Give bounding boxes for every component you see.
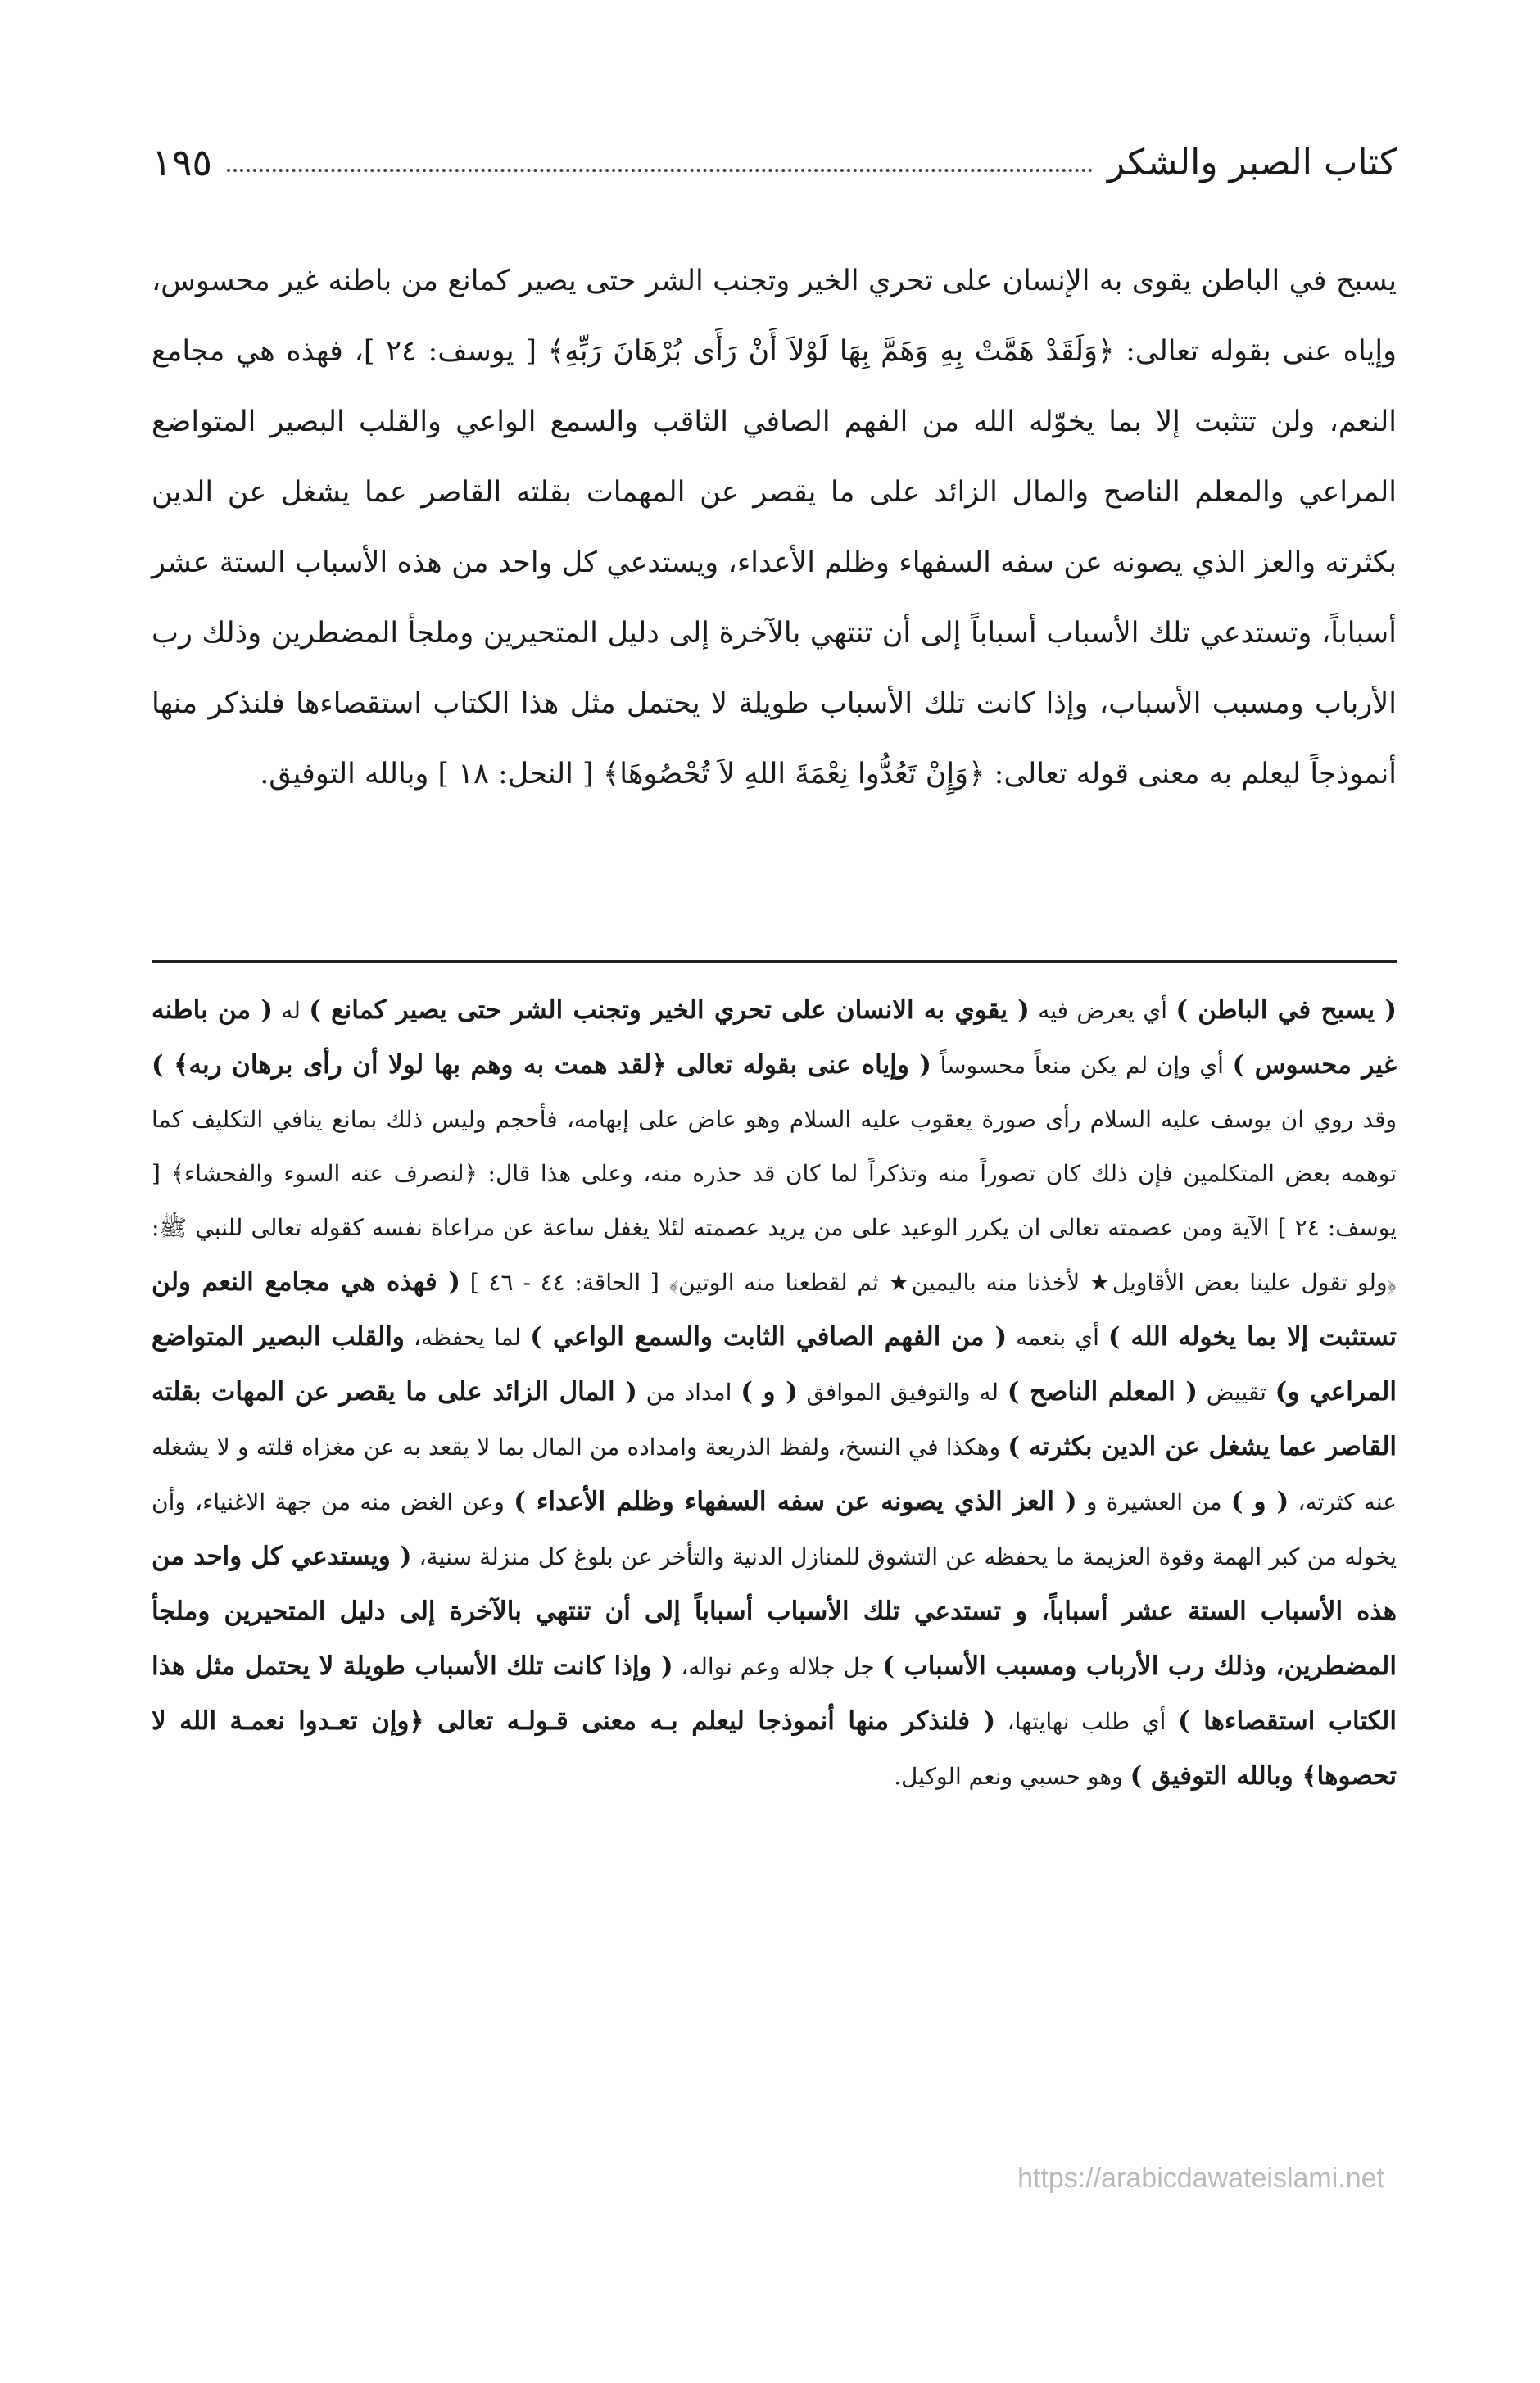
commentary-explanation: أي بنعمه (1007, 1324, 1108, 1351)
book-title: كتاب الصبر والشكر (1107, 141, 1397, 183)
commentary-explanation: لما يحفظه، (404, 1324, 531, 1351)
commentary-explanation: له والتوفيق الموافق (797, 1379, 1008, 1406)
commentary-quoted-phrase: ( يقوي به الانسان على تحري الخير وتجنب الشر حتى يصير كمانع ) (309, 995, 1030, 1025)
running-header (152, 129, 1397, 195)
footnote-separator-line (152, 960, 1397, 963)
commentary-explanation: وهو حسبي ونعم الوكيل. (894, 1763, 1130, 1790)
commentary-quoted-phrase: ( العز الذي يصونه عن سفه السفهاء وظلم الأعداء ) (514, 1487, 1077, 1516)
leader-dots (227, 169, 1093, 172)
commentary-quoted-phrase: ( و ) (741, 1377, 798, 1407)
commentary-explanation: امداد من (636, 1379, 741, 1406)
main-text (152, 246, 1397, 809)
commentary-quoted-phrase: ( ويستدعي كل واحد من هذه الأسباب الستة عشر أسباباً، و تستدعي تلك الأسباب أسباباً إلى أن تنتهي بالآخرة إلى دليل المتحيرين وملجأ المضطرين، وذلك رب الأرباب ومسبب الأسباب ) (152, 1542, 1397, 1681)
commentary-quoted-phrase: ( يسبح في الباطن ) (1175, 995, 1397, 1025)
commentary-quoted-phrase: والقلب البصير المتواضع المراعي و) (152, 1322, 1397, 1407)
commentary-quoted-phrase: ( من الفهم الصافي الثابت والسمع الواعي ) (530, 1322, 1008, 1352)
page-number: ١٩٥ (152, 140, 213, 184)
commentary-explanation: أي يعرض فيه (1029, 997, 1176, 1024)
commentary-quoted-phrase: ( من باطنه غير محسوس ) (152, 995, 1397, 1080)
commentary-explanation: وعن الغض منه من جهة الاغنياء، وأن يخوله من كبر الهمة وقوة العزيمة ما يحفظه عن التشوق للمنازل الدنية والتأخر عن بلوغ كل منزلة سنية، (152, 1488, 1397, 1570)
commentary-quoted-phrase: ( وإذا كانت تلك الأسباب طويلة لا يحتمل مثل هذا الكتاب استقصاءها ) (152, 1651, 1397, 1736)
commentary-quoted-phrase: ( المال الزائد على ما يقصر عن المهات بقلته القاصر عما يشغل عن الدين بكثرته ) (152, 1377, 1397, 1461)
commentary-quoted-phrase: ( وإياه عنى بقوله تعالى ﴿لقد همت به وهم بها لولا أن رأى برهان ربه﴾ ) (152, 1050, 931, 1080)
commentary-explanation: أي وإن لم يكن منعاً محسوساً (931, 1052, 1233, 1079)
commentary-explanation: له (273, 997, 310, 1024)
commentary (152, 983, 1397, 1804)
commentary-quoted-phrase: ( المعلم الناصح ) (1007, 1377, 1198, 1407)
commentary-paragraph (152, 983, 1397, 1804)
commentary-quoted-phrase: ( فلنذكر منها أنموذجا ليعلم بـه معنى قـولـه تعالى ﴿وإن تعـدوا نعمـة الله لا تحصوها﴾ وبالله التوفيق ) (152, 1706, 1397, 1791)
commentary-quoted-phrase: ( فهذه هي مجامع النعم ولن تستثبت إلا بما يخوله الله ) (152, 1267, 1397, 1352)
commentary-explanation: وقد روي ان يوسف عليه السلام رأى صورة يعقوب عليه السلام وهو عاض على إبهامه، فأحجم وليس ذلك بمانع ينافي التكليف كما توهمه بعض المتكلمين فإن ذلك كان تصوراً منه وتذكراً لما كان قد حذره منه، وعلى هذا قال: ﴿لنصرف عنه السوء والفحشاء﴾ [ يوسف: ٢٤ ] الآية ومن عصمته تعالى ان يكرر الوعيد على من يريد عصمته لئلا يغفل ساعة عن مراعاة نفسه كقوله تعالى للنبي ﷺ: ﴿ولو تقول علينا بعض الأقاويل★ لأخذنا منه باليمين★ ثم لقطعنا منه الوتين﴾ [ الحاقة: ٤٤ - ٤٦ ] (152, 1106, 1397, 1296)
watermark-url: https://arabicdawateislami.net (1017, 2163, 1384, 2194)
commentary-explanation: وهكذا في النسخ، ولفظ الذريعة وامداده من المال بما لا يقعد به عن مغزاه قلته و لا يشغله عنه كثرته، (152, 1434, 1397, 1515)
commentary-explanation: تقييض (1198, 1379, 1275, 1406)
commentary-explanation: من العشيرة و (1076, 1488, 1231, 1515)
commentary-explanation: جل جلاله وعم نواله، (673, 1653, 883, 1680)
commentary-quoted-phrase: ( و ) (1230, 1487, 1289, 1516)
main-paragraph: يسبح في الباطن يقوى به الإنسان على تحري الخير وتجنب الشر حتى يصير كمانع من باطنه غير محسوس، وإياه عنى بقوله تعالى: ﴿وَلَقَدْ هَمَّتْ بِهِ وَهَمَّ بِهَا لَوْلاَ أَنْ رَأَى بُرْهَانَ رَبِّهِ﴾ [ يوسف: ٢٤ ]، فهذه هي مجامع النعم، ولن تتثبت إلا بما يخوّله الله من الفهم الصافي الثاقب والسمع الواعي والقلب البصير المتواضع المراعي والمعلم الناصح والمال الزائد على ما يقصر عن المهمات بقلته القاصر عما يشغل عن الدين بكثرته والعز الذي يصونه عن سفه السفهاء وظلم الأعداء، ويستدعي كل واحد من هذه الأسباب الستة عشر أسباباً، وتستدعي تلك الأسباب أسباباً إلى أن تنتهي بالآخرة إلى دليل المتحيرين وملجأ المضطرين وذلك رب الأرباب ومسبب الأسباب، وإذا كانت تلك الأسباب طويلة لا يحتمل مثل هذا الكتاب استقصاءها فلنذكر منها أنموذجاً ليعلم به معنى قوله تعالى: ﴿وَإِنْ تَعُدُّوا نِعْمَةَ اللهِ لاَ تُحْصُوهَا﴾ [ النحل: ١٨ ] وبالله التوفيق. (152, 265, 1397, 791)
commentary-explanation: أي طلب نهايتها، (995, 1708, 1178, 1735)
